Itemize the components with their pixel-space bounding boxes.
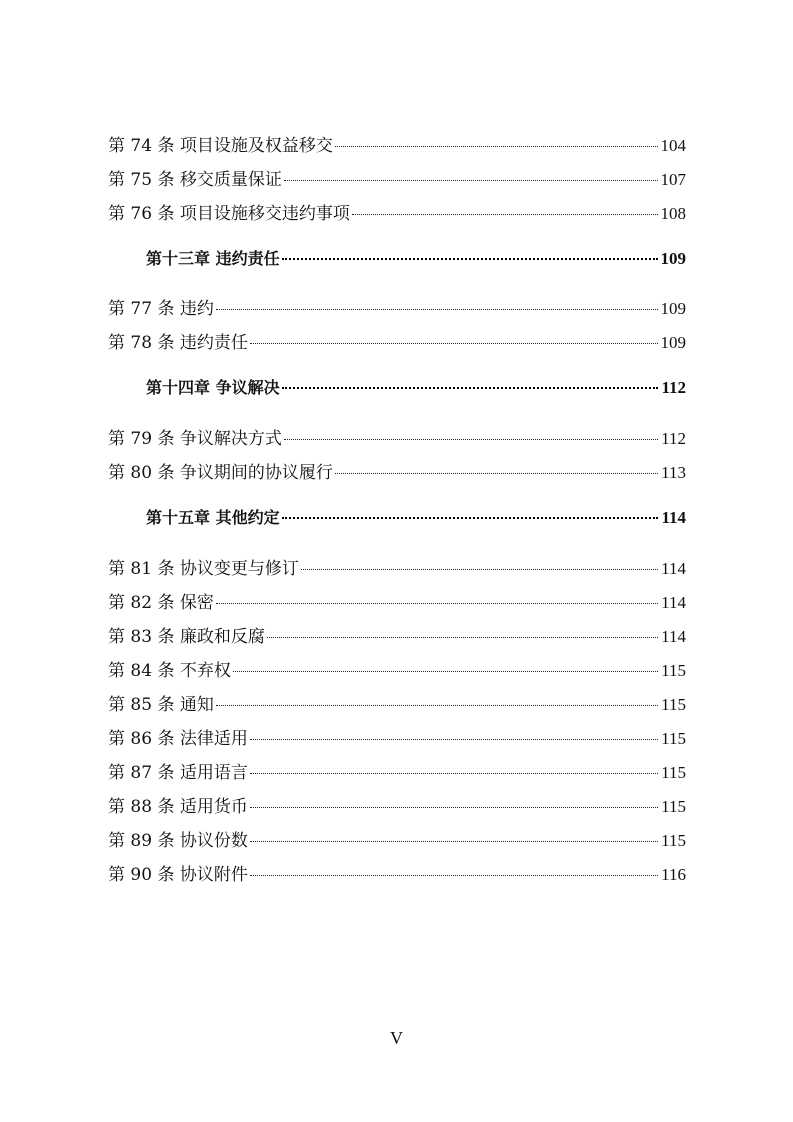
dot-leader bbox=[282, 517, 659, 519]
toc-entry-page: 115 bbox=[661, 763, 686, 782]
toc-entry-page: 115 bbox=[661, 695, 686, 714]
toc-entry-label: 第 89 条 协议份数 bbox=[108, 831, 248, 851]
toc-entry-label: 第 83 条 廉政和反腐 bbox=[108, 627, 265, 647]
toc-chapter-label: 第十四章 争议解决 bbox=[146, 378, 280, 397]
toc-entry-article-82[interactable] bbox=[108, 592, 686, 614]
dot-leader bbox=[352, 214, 658, 215]
toc-entry-article-80[interactable] bbox=[108, 462, 686, 484]
toc-chapter-label: 第十三章 违约责任 bbox=[146, 249, 280, 268]
toc-entry-label: 第 84 条 不弃权 bbox=[108, 661, 231, 681]
toc-entry-page: 109 bbox=[660, 333, 686, 352]
toc-entry-article-81[interactable] bbox=[108, 558, 686, 580]
toc-chapter-13[interactable] bbox=[146, 248, 686, 270]
toc-chapter-label: 第十五章 其他约定 bbox=[146, 508, 280, 527]
dot-leader bbox=[335, 146, 658, 147]
dot-leader bbox=[267, 637, 658, 638]
toc-entry-label: 第 87 条 适用语言 bbox=[108, 763, 248, 783]
page-number: V bbox=[390, 1028, 403, 1048]
toc-entry-article-74[interactable] bbox=[108, 135, 686, 157]
toc-entry-article-85[interactable] bbox=[108, 694, 686, 716]
toc-entry-page: 115 bbox=[661, 797, 686, 816]
toc-entry-label: 第 74 条 项目设施及权益移交 bbox=[108, 136, 333, 156]
dot-leader bbox=[301, 569, 658, 570]
dot-leader bbox=[335, 473, 658, 474]
toc-chapter-page: 114 bbox=[661, 508, 686, 527]
toc-entry-page: 113 bbox=[661, 463, 686, 482]
dot-leader bbox=[282, 258, 658, 260]
toc-entry-article-83[interactable] bbox=[108, 626, 686, 648]
toc-chapter-15[interactable] bbox=[146, 507, 686, 529]
toc-entry-page: 109 bbox=[660, 299, 686, 318]
dot-leader bbox=[250, 343, 658, 344]
toc-entry-article-86[interactable] bbox=[108, 728, 686, 750]
toc-entry-label: 第 78 条 违约责任 bbox=[108, 333, 248, 353]
toc-entry-page: 114 bbox=[661, 627, 686, 646]
dot-leader bbox=[216, 603, 658, 604]
toc-entry-page: 116 bbox=[661, 865, 686, 884]
toc-entry-label: 第 77 条 违约 bbox=[108, 299, 214, 319]
toc-entry-page: 107 bbox=[660, 170, 686, 189]
dot-leader bbox=[250, 875, 658, 876]
toc-entry-page: 114 bbox=[661, 593, 686, 612]
toc-entry-page: 104 bbox=[660, 136, 686, 155]
dot-leader bbox=[250, 841, 658, 842]
dot-leader bbox=[282, 387, 659, 389]
dot-leader bbox=[250, 807, 658, 808]
toc-entry-article-78[interactable] bbox=[108, 332, 686, 354]
dot-leader bbox=[250, 773, 658, 774]
toc-entry-article-88[interactable] bbox=[108, 796, 686, 818]
toc-entry-article-90[interactable] bbox=[108, 864, 686, 886]
toc-entry-label: 第 79 条 争议解决方式 bbox=[108, 429, 282, 449]
toc-entry-page: 115 bbox=[661, 831, 686, 850]
dot-leader bbox=[284, 180, 658, 181]
toc-entry-article-89[interactable] bbox=[108, 830, 686, 852]
toc-entry-label: 第 90 条 协议附件 bbox=[108, 865, 248, 885]
toc-entry-label: 第 80 条 争议期间的协议履行 bbox=[108, 463, 333, 483]
toc-entry-article-75[interactable] bbox=[108, 169, 686, 191]
toc-entry-page: 114 bbox=[661, 559, 686, 578]
toc-chapter-14[interactable] bbox=[146, 377, 686, 399]
dot-leader bbox=[216, 705, 658, 706]
dot-leader bbox=[250, 739, 658, 740]
toc-entry-label: 第 85 条 通知 bbox=[108, 695, 214, 715]
toc-entry-label: 第 81 条 协议变更与修订 bbox=[108, 559, 299, 579]
toc-entry-page: 108 bbox=[660, 204, 686, 223]
toc-entry-page: 112 bbox=[661, 429, 686, 448]
dot-leader bbox=[216, 309, 658, 310]
toc-entry-page: 115 bbox=[661, 661, 686, 680]
toc-entry-label: 第 75 条 移交质量保证 bbox=[108, 170, 282, 190]
toc-entry-article-77[interactable] bbox=[108, 298, 686, 320]
toc-chapter-page: 112 bbox=[661, 378, 686, 397]
toc-entry-article-87[interactable] bbox=[108, 762, 686, 784]
dot-leader bbox=[233, 671, 658, 672]
toc-entry-label: 第 88 条 适用货币 bbox=[108, 797, 248, 817]
toc-entry-label: 第 86 条 法律适用 bbox=[108, 729, 248, 749]
toc-entry-page: 115 bbox=[661, 729, 686, 748]
toc-entry-article-76[interactable] bbox=[108, 203, 686, 225]
toc-entry-article-84[interactable] bbox=[108, 660, 686, 682]
toc-entry-article-79[interactable] bbox=[108, 428, 686, 450]
dot-leader bbox=[284, 439, 658, 440]
toc-chapter-page: 109 bbox=[660, 249, 686, 268]
toc-entry-label: 第 76 条 项目设施移交违约事项 bbox=[108, 204, 350, 224]
toc-entry-label: 第 82 条 保密 bbox=[108, 593, 214, 613]
